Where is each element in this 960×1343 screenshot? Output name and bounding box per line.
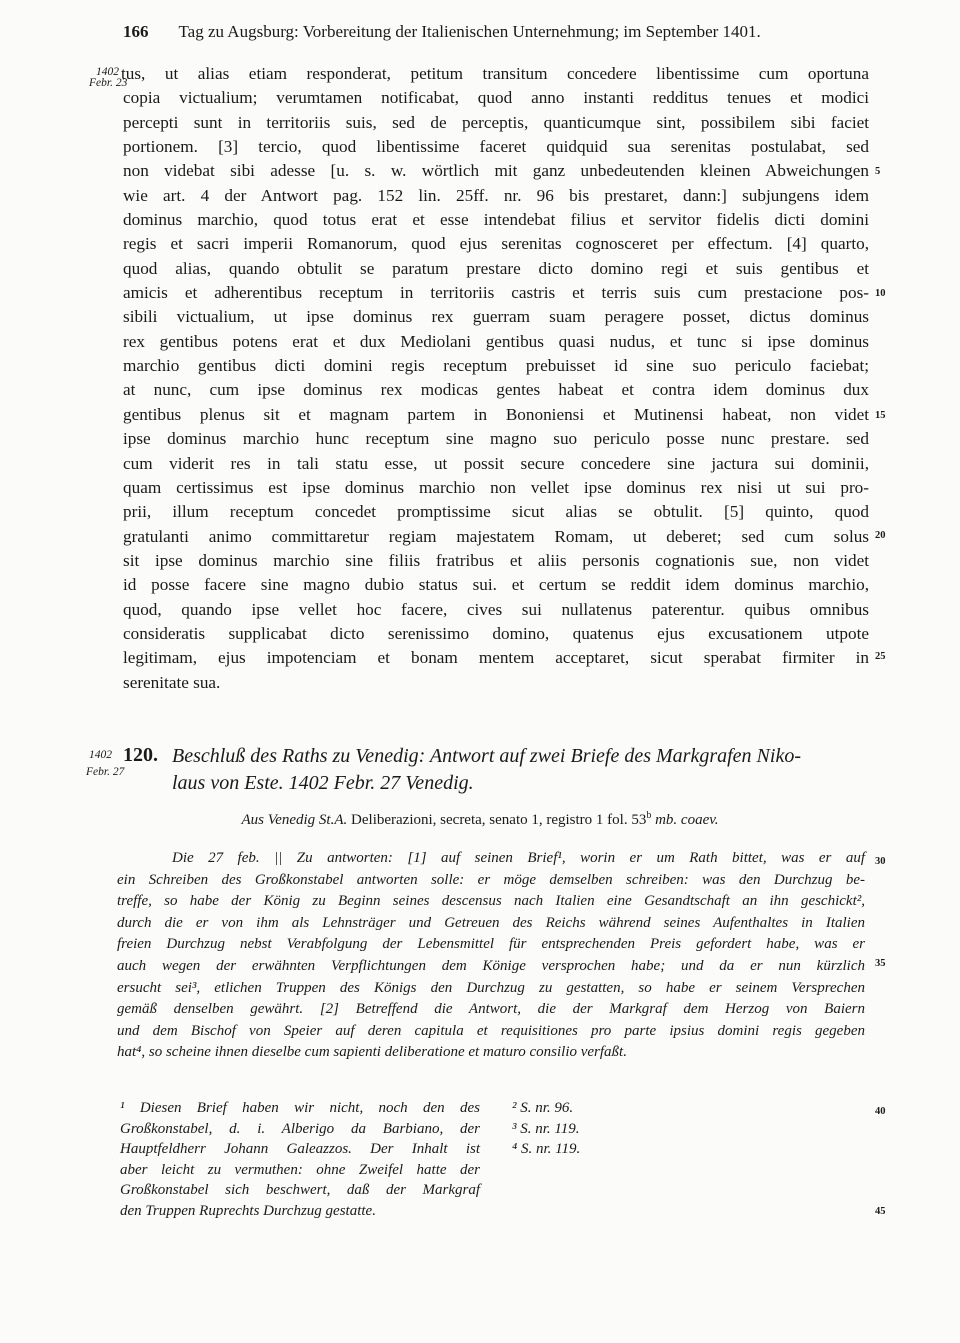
body-line: rex gentibus potens erat et dux Mediolani gentibus quasi nudus, et tunc si ipse dominus bbox=[123, 331, 869, 351]
body-line: regis et sacri imperii Romanorum, quod ejus serenitas cognosceret per effectum. [4] quarto, bbox=[123, 234, 869, 254]
line-number: 45 bbox=[875, 1206, 886, 1217]
german-line: ersucht sei³, etlichen Truppen des Königs den Durchzug zu gestatten, so habe er seinem Versprechen bbox=[117, 979, 865, 996]
body-line: tus, ut alias etiam responderat, petitum transitum concedere libentissime cum oportuna bbox=[121, 64, 869, 83]
body-line: percepti sunt in territoriis suis, sed de perceptis, quanticumque sint, possibilem sibi faciet bbox=[123, 112, 869, 132]
footnote-1 bbox=[120, 1098, 480, 1221]
footnote-line: den Truppen Ruprechts Durchzug gestatte. bbox=[120, 1202, 376, 1219]
german-line: treffe, so habe der König zu Beginn seines descensus nach Italien eine Gesandtschaft an ihn geschickt², bbox=[117, 893, 865, 910]
body-line: dominus marchio, quod totus erat et esse intendebat filius et servitor fidelis dicti domini bbox=[123, 210, 869, 230]
footnote-3: ³ S. nr. 119. bbox=[512, 1120, 580, 1137]
body-line: copia victualium; verumtamen notificabat, quod anno instanti redditus tenues et modici bbox=[123, 88, 869, 108]
line-number: 40 bbox=[875, 1106, 886, 1117]
footnotes-2-4 bbox=[512, 1098, 662, 1160]
body-line: wie art. 4 der Antwort pag. 152 lin. 25ff. nr. 96 bis prestaret, dann:] subjungens idem bbox=[123, 185, 869, 205]
body-line: portionem. [3] tercio, quod libentissime faceret quidquid sua serenitas postulabat, sed bbox=[123, 137, 869, 157]
german-line: gemäß denselben gewährt. [2] Betreffend die Antwort, die der Markgraf dem Herzog von Baiern bbox=[117, 1001, 865, 1018]
body-line: amicis et adherentibus receptum in territoriis castris et terris suis cum prestacione pos- bbox=[123, 283, 869, 303]
german-line: und dem Bischof von Speier auf deren capitula et requisitiones pro parte ipsius domini regis gegeben bbox=[117, 1022, 865, 1039]
footnote-line: Hauptfeldherr Johann Galeazzos. Der Inhalt ist bbox=[120, 1141, 480, 1157]
body-line: quod, quando ipse vellet hoc facere, cives sui nullatenus paterentur. quibus omnibus bbox=[123, 599, 869, 619]
page-number: 166 bbox=[123, 22, 149, 41]
doc-margin-date-year: 1402 bbox=[89, 749, 112, 761]
running-title: Tag zu Augsburg: Vorbereitung der Italienischen Unternehmung; im September 1401. bbox=[178, 22, 761, 41]
footnote-2: ² S. nr. 96. bbox=[512, 1100, 574, 1116]
footnote-line: Großkonstabel sich beschwert, daß der Markgraf bbox=[120, 1182, 480, 1198]
body-line: quam certissimus est ipse dominus marchio non vellet ipse dominus rex nisi ut sui pro- bbox=[123, 477, 869, 497]
body-line: consideratis supplicabat dicto serenissimo domino, quatenus ejus excusationem utpote bbox=[123, 623, 869, 643]
line-number: 30 bbox=[875, 856, 886, 867]
document-number: 120. bbox=[123, 744, 158, 766]
german-line: auch wegen der erwähnten Verpflichtungen dem Könige versprochen habe; und da er nun kürzlich bbox=[117, 957, 865, 974]
source-reference: Deliberazioni, secreta, senato 1, registro 1 fol. 53 bbox=[347, 812, 647, 828]
body-line: non videbat sibi adesse [u. s. w. wörtlich mit ganz unbedeutenden kleinen Abweichungen bbox=[123, 161, 869, 181]
margin-date-day: Febr. 23 bbox=[89, 77, 128, 89]
german-line: hat⁴, so scheine ihnen dieselbe cum sapienti deliberatione et maturo consilio verfaßt. bbox=[117, 1044, 627, 1061]
footnote-line: Großkonstabel, d. i. Alberigo da Barbiano, der bbox=[120, 1120, 480, 1137]
body-line: legitimam, ejus impotenciam et bonam mentem acceptaret, sicut sperabat firmiter in bbox=[123, 648, 869, 668]
latin-body-text bbox=[123, 62, 869, 695]
line-number: 10 bbox=[875, 288, 886, 299]
document-title-line: laus von Este. 1402 Febr. 27 Venedig. bbox=[172, 772, 474, 794]
source-citation bbox=[0, 810, 960, 829]
body-line: id posse facere sine magno dubio status sui. et certum se reddit idem dominus marchio, bbox=[123, 575, 869, 595]
source-note: mb. coaev. bbox=[651, 812, 719, 828]
line-number: 20 bbox=[875, 530, 886, 541]
footnote-4: ⁴ S. nr. 119. bbox=[512, 1141, 581, 1157]
document-title-line: Beschluß des Raths zu Venedig: Antwort auf zwei Briefe des Markgrafen Niko- bbox=[172, 745, 801, 767]
german-summary-text bbox=[117, 848, 865, 1064]
doc-margin-date-day: Febr. 27 bbox=[86, 766, 125, 778]
line-number: 5 bbox=[875, 166, 881, 177]
body-line: sibili victualium, ut ipse dominus rex guerram suam peragere posset, dictus dominus bbox=[123, 307, 869, 327]
line-number: 15 bbox=[875, 410, 886, 421]
body-line: prii, illum receptum concedet promptissime sicut alias se obtulit. [5] quinto, quod bbox=[123, 502, 869, 522]
footnote-line: aber leicht zu vermuthen: ohne Zweifel hatte der bbox=[120, 1161, 480, 1178]
margin-date-year: 1402 bbox=[96, 66, 119, 78]
body-line: serenitate sua. bbox=[123, 672, 221, 692]
german-line: Die 27 feb. || Zu antworten: [1] auf seinen Brief¹, worin er um Rath bittet, was er auf bbox=[172, 850, 865, 866]
body-line: marchio gentibus dicti domini regis receptum prebuisset id sine suo periculo faciebat; bbox=[123, 356, 869, 376]
german-line: durch die er von ihm als Lehnsträger und Getreuen des Reichs während seines Aufenthaltes in Italien bbox=[117, 914, 865, 931]
line-number: 35 bbox=[875, 958, 886, 969]
footnote-line: ¹ Diesen Brief haben wir nicht, noch den des bbox=[120, 1100, 480, 1116]
body-line: at nunc, cum ipse dominus rex modicas gentes habeat et contra idem dominus dux bbox=[123, 380, 869, 400]
body-line: quod alias, quando obtulit se paratum prestare dicto domino regi et suis gentibus et bbox=[123, 258, 869, 278]
body-line: ipse dominus marchio hunc receptum sine magno suo periculo posse nunc prestare. sed bbox=[123, 429, 869, 449]
body-line: sit ipse dominus marchio sine filiis fratribus et aliis personis cognationis sue, non videt bbox=[123, 550, 869, 570]
body-line: gratulanti animo committaretur regiam majestatem Romam, ut deberet; sed cum solus bbox=[123, 526, 869, 546]
document-title bbox=[172, 743, 872, 797]
body-line: cum viderit res in tali statu esse, ut possit secure concedere sine jactura sui dominii, bbox=[123, 453, 869, 473]
body-line: gentibus plenus sit et magnam partem in Bononiensi et Mutinensi habeat, non videt bbox=[123, 404, 869, 424]
source-folio-side: b bbox=[646, 810, 652, 821]
german-line: freien Durchzug nebst Verabfolgung der Lebensmittel für entsprechenden Preis gefordert habe, was er bbox=[117, 936, 865, 953]
source-archive: Aus Venedig St.A. bbox=[241, 812, 348, 828]
german-line: ein Schreiben des Großkonstabel antworten solle: er möge demselben schreiben: was den Durchzug be- bbox=[117, 871, 865, 888]
line-number: 25 bbox=[875, 651, 886, 662]
running-header bbox=[123, 22, 883, 42]
